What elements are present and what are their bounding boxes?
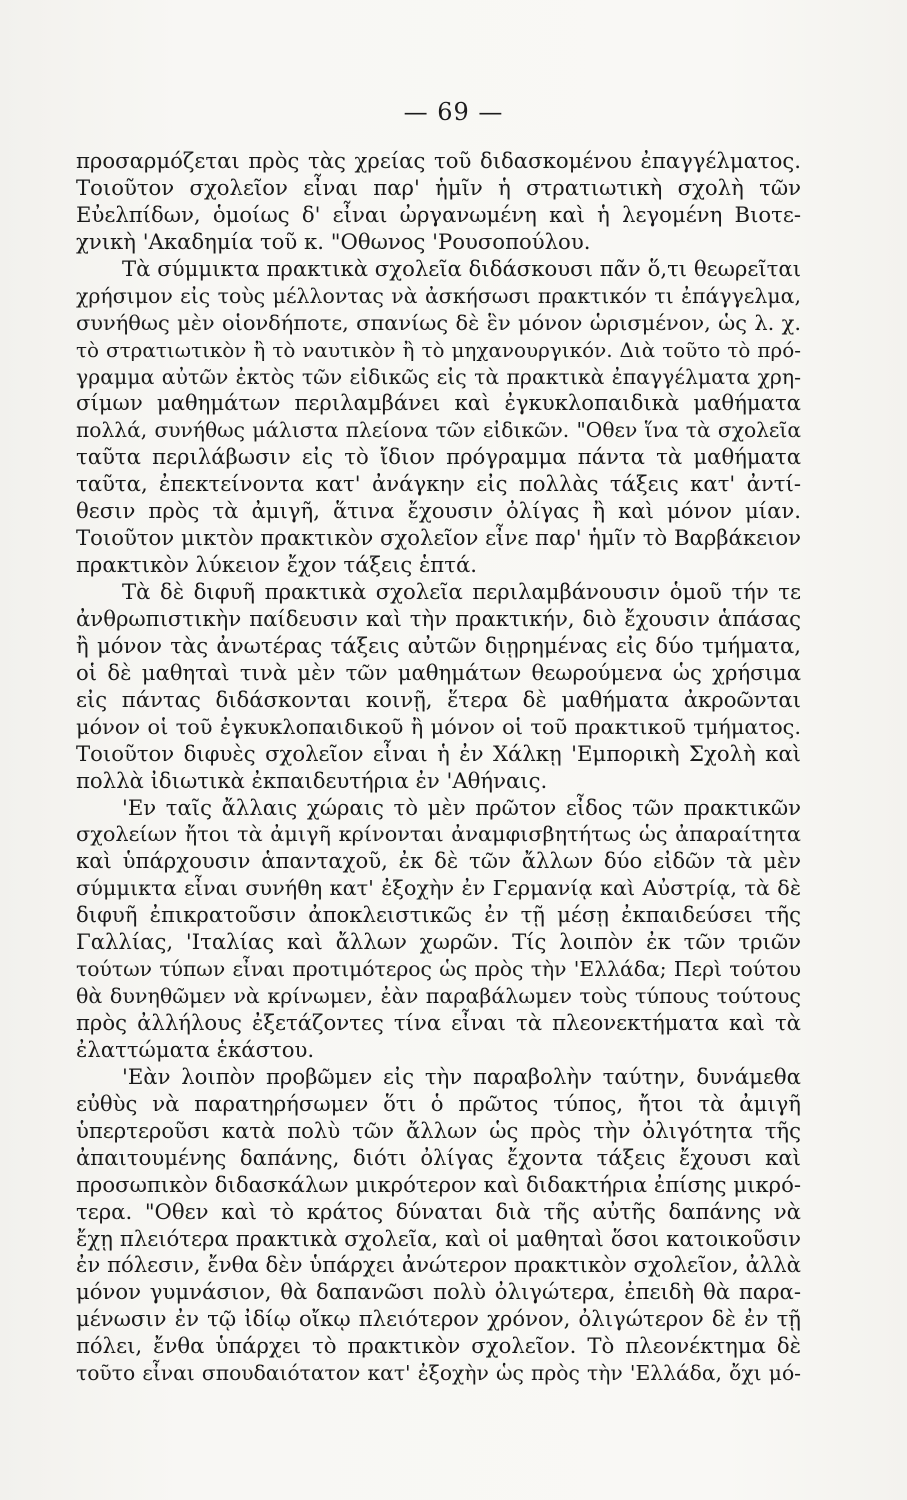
text-line: θὰ δυνηθῶμεν νὰ κρίνωμεν, ἐὰν παραβάλωμεν τοὺς τύπους τούτους xyxy=(76,984,801,1009)
text-line: θεσιν πρὸς τὰ ἀμιγῆ, ἅτινα ἔχουσιν ὀλίγας ἢ καὶ μόνον μίαν. xyxy=(76,498,801,524)
text-line: ἐλαττώματα ἑκάστου. xyxy=(76,1036,315,1062)
text-line: εἰς πάντας διδάσκονται κοινῇ, ἕτερα δὲ μαθήματα ἀκροῶνται xyxy=(76,686,801,712)
text-line: μόνον οἱ τοῦ ἐγκυκλοπαιδικοῦ ἢ μόνον οἱ τοῦ πρακτικοῦ τμήματος. xyxy=(76,714,801,739)
text-line: εὐθὺς νὰ παρατηρήσωμεν ὅτι ὁ πρῶτος τύπος, ἤτοι τὰ ἀμιγῆ xyxy=(76,1090,801,1116)
text-line: Τὰ δὲ διφυῆ πρακτικὰ σχολεῖα περιλαμβάνουσιν ὁμοῦ τήν τε xyxy=(122,579,801,604)
text-line: ἢ μόνον τὰς ἀνωτέρας τάξεις αὐτῶν διῃρημένας εἰς δύο τμήματα, xyxy=(76,632,801,658)
text-line: ἀνθρωπιστικὴν παίδευσιν καὶ τὴν πρακτικήν, διὸ ἔχουσιν ἁπάσας xyxy=(76,605,801,631)
text-line: τὸ στρατιωτικὸν ἢ τὸ ναυτικὸν ἢ τὸ μηχανουργικόν. Διὰ τοῦτο τὸ πρό- xyxy=(76,337,801,362)
body-text xyxy=(76,148,801,1387)
text-line: σίμων μαθημάτων περιλαμβάνει καὶ ἐγκυκλοπαιδικὰ μαθήματα xyxy=(76,390,801,416)
text-line: σύμμικτα εἶναι συνήθη κατ' ἐξοχὴν ἐν Γερμανίᾳ καὶ Αὐστρίᾳ, τὰ δὲ xyxy=(76,876,801,901)
text-line: ταῦτα περιλάβωσιν εἰς τὸ ἴδιον πρόγραμμα πάντα τὰ μαθήματα xyxy=(76,444,801,470)
page-number: — 69 — xyxy=(403,98,504,126)
text-line: μένωσιν ἐν τῷ ἰδίῳ οἴκῳ πλειότερον χρόνον, ὀλιγώτερον δὲ ἐν τῇ xyxy=(76,1306,801,1332)
text-line: χνικὴ 'Ακαδημία τοῦ κ. "Οθωνος 'Ρουσοπούλου. xyxy=(76,228,591,254)
text-line: πολλὰ ἰδιωτικὰ ἐκπαιδευτήρια ἐν 'Αθήναις. xyxy=(76,767,548,793)
text-line: τούτων τύπων εἶναι προτιμότερος ὡς πρὸς τὴν 'Ελλάδα; Περὶ τούτου xyxy=(76,957,801,982)
text-line: προσωπικὸν διδασκάλων μικρότερον καὶ διδακτήρια ἐπίσης μικρό- xyxy=(76,1171,801,1197)
text-line: πρακτικὸν λύκειον ἔχον τάξεις ἑπτά. xyxy=(76,552,478,578)
text-line: ἐν πόλεσιν, ἔνθα δὲν ὑπάρχει ἀνώτερον πρακτικὸν σχολεῖον, ἀλλὰ xyxy=(76,1252,801,1278)
text-line: τερα. "Οθεν καὶ τὸ κράτος δύναται διὰ τῆς αὐτῆς δαπάνης νὰ xyxy=(76,1198,801,1224)
text-line: 'Εὰν λοιπὸν προβῶμεν εἰς τὴν παραβολὴν ταύτην, δυνάμεθα xyxy=(122,1063,801,1089)
text-line: πρὸς ἀλλήλους ἐξετάζοντες τίνα εἶναι τὰ πλεονεκτήματα καὶ τὰ xyxy=(76,1010,801,1035)
text-line: πολλά, συνήθως μάλιστα πλείονα τῶν εἰδικῶν. "Οθεν ἵνα τὰ σχολεῖα xyxy=(76,418,801,443)
text-line: διφυῆ ἐπικρατοῦσιν ἀποκλειστικῶς ἐν τῇ μέσῃ ἐκπαιδεύσει τῆς xyxy=(76,902,801,928)
text-line: προσαρμόζεται πρὸς τὰς χρείας τοῦ διδασκομένου ἐπαγγέλματος. xyxy=(76,148,801,173)
text-line: χρήσιμον εἰς τοὺς μέλλοντας νὰ ἀσκήσωσι πρακτικόν τι ἐπάγγελμα, xyxy=(76,283,801,308)
text-line: καὶ ὑπάρχουσιν ἁπανταχοῦ, ἐκ δὲ τῶν ἄλλων δύο εἰδῶν τὰ μὲν xyxy=(76,848,801,874)
text-line: συνήθως μὲν οἱονδήποτε, σπανίως δὲ ἓν μόνον ὡρισμένον, ὡς λ. χ. xyxy=(76,310,801,335)
text-line: Γαλλίας, 'Ιταλίας καὶ ἄλλων χωρῶν. Τίς λοιπὸν ἐκ τῶν τριῶν xyxy=(76,929,801,955)
text-line: Εὐελπίδων, ὁμοίως δ' εἶναι ὠργανωμένη καὶ ἡ λεγομένη Βιοτε- xyxy=(76,201,801,227)
text-line: Τοιοῦτον μικτὸν πρακτικὸν σχολεῖον εἶνε παρ' ἡμῖν τὸ Βαρβάκειον xyxy=(76,525,801,551)
text-line: ἔχῃ πλειότερα πρακτικὰ σχολεῖα, καὶ οἱ μαθηταὶ ὅσοι κατοικοῦσιν xyxy=(76,1225,801,1251)
text-line: 'Εν ταῖς ἄλλαις χώραις τὸ μὲν πρῶτον εἶδος τῶν πρακτικῶν xyxy=(122,794,801,820)
text-line: Τοιοῦτον διφυὲς σχολεῖον εἶναι ἡ ἐν Χάλκῃ 'Εμπορικὴ Σχολὴ καὶ xyxy=(76,740,801,766)
text-line: γραμμα αὐτῶν ἐκτὸς τῶν εἰδικῶς εἰς τὰ πρακτικὰ ἐπαγγέλματα χρη- xyxy=(76,364,801,389)
text-line: Τοιοῦτον σχολεῖον εἶναι παρ' ἡμῖν ἡ στρατιωτικὴ σχολὴ τῶν xyxy=(76,174,801,200)
text-line: σχολείων ἤτοι τὰ ἀμιγῆ κρίνονται ἀναμφισβητήτως ὡς ἀπαραίτητα xyxy=(76,822,801,847)
text-line: ὑπερτεροῦσι κατὰ πολὺ τῶν ἄλλων ὡς πρὸς τὴν ὀλιγότητα τῆς xyxy=(76,1117,801,1143)
text-line: οἱ δὲ μαθηταὶ τινὰ μὲν τῶν μαθημάτων θεωρούμενα ὡς χρήσιμα xyxy=(76,659,801,685)
text-line: τοῦτο εἶναι σπουδαιότατον κατ' ἐξοχὴν ὡς πρὸς τὴν 'Ελλάδα, ὄχι μό- xyxy=(76,1361,801,1386)
text-line: Τὰ σύμμικτα πρακτικὰ σχολεῖα διδάσκουσι πᾶν ὅ,τι θεωρεῖται xyxy=(122,255,801,281)
text-line: ταῦτα, ἐπεκτείνοντα κατ' ἀνάγκην εἰς πολλὰς τάξεις κατ' ἀντί- xyxy=(76,471,801,497)
text-line: μόνον γυμνάσιον, θὰ δαπανῶσι πολὺ ὀλιγώτερα, ἐπειδὴ θὰ παρα- xyxy=(76,1279,801,1305)
text-line: πόλει, ἔνθα ὑπάρχει τὸ πρακτικὸν σχολεῖον. Τὸ πλεονέκτημα δὲ xyxy=(76,1333,801,1359)
text-line: ἀπαιτουμένης δαπάνης, διότι ὀλίγας ἔχοντα τάξεις ἔχουσι καὶ xyxy=(76,1144,801,1170)
